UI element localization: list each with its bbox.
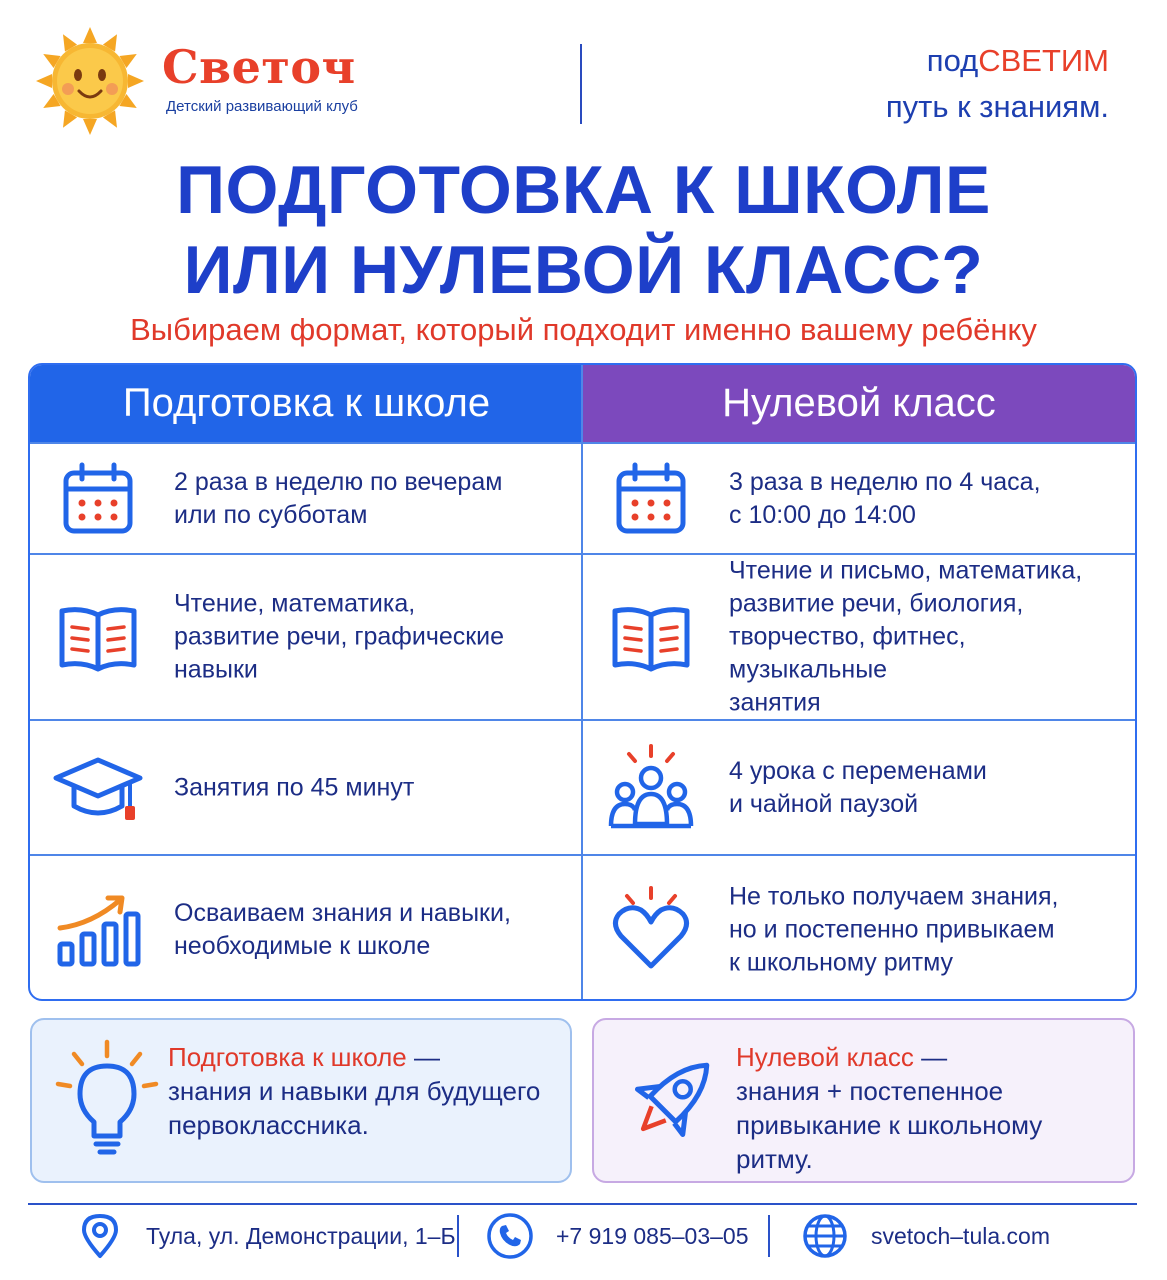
- brand-tagline: Детский развивающий клуб: [166, 98, 358, 115]
- calendar-icon: [605, 453, 697, 545]
- footer-address: [76, 1205, 456, 1267]
- lightbulb-icon: [52, 1038, 162, 1168]
- title-line-2: ИЛИ НУЛЕВОЙ КЛАСС?: [183, 232, 984, 308]
- calendar-icon: [52, 453, 144, 545]
- cell-text: Занятия по 45 минут: [174, 773, 415, 801]
- table-cell-left: [30, 555, 581, 719]
- slogan-line2: путь к знаниям.: [885, 89, 1109, 124]
- slogan-prefix: под: [926, 43, 979, 78]
- summary-body: знания + постепенное привыкание к школьному ритму.: [736, 1076, 1043, 1174]
- table-cell-right: [583, 555, 1135, 719]
- cell-text: 2 раза в неделю по вечерам или по субботам: [174, 467, 503, 529]
- header-divider: [580, 44, 582, 124]
- comparison-table: [28, 363, 1137, 1001]
- slogan: [886, 38, 1109, 130]
- phone-icon: [486, 1212, 534, 1260]
- cell-text: 3 раза в неделю по 4 часа, с 10:00 до 14:00: [729, 467, 1041, 529]
- summary-text: [736, 1040, 1123, 1176]
- footer-website[interactable]: [801, 1205, 1050, 1267]
- summary-heading: Подготовка к школе: [168, 1042, 407, 1072]
- open-book-icon: [52, 591, 144, 683]
- title-line-1: ПОДГОТОВКА К ШКОЛЕ: [176, 152, 991, 228]
- cell-text: Осваиваем знания и навыки, необходимые к школе: [174, 898, 511, 960]
- summary-card-zero-class: [592, 1018, 1135, 1183]
- page-title: [0, 150, 1167, 310]
- footer: [0, 1205, 1167, 1280]
- table-cell-left: [30, 721, 581, 854]
- location-pin-icon: [76, 1212, 124, 1260]
- table-cell-right: [583, 856, 1135, 1001]
- globe-icon: [801, 1212, 849, 1260]
- cell-text: Не только получаем знания, но и постепенно привыкаем к школьному ритму: [729, 882, 1059, 976]
- address-text: Тула, ул. Демонстрации, 1–Б: [146, 1222, 456, 1249]
- website-link[interactable]: svetoch–tula.com: [871, 1222, 1050, 1249]
- growth-chart-icon: [52, 884, 144, 976]
- table-cell-right: [583, 721, 1135, 854]
- table-cell-right: [583, 444, 1135, 553]
- cell-text: Чтение и письмо, математика, развитие речи, биология, творчество, фитнес, музыкальные занятия: [729, 556, 1083, 717]
- header: [0, 0, 1167, 140]
- summary-body: знания и навыки для будущего первоклассника.: [168, 1076, 541, 1140]
- group-icon: [605, 742, 697, 834]
- summary-card-preparation: [30, 1018, 572, 1183]
- rocket-icon: [614, 1038, 724, 1168]
- summary-heading: Нулевой класс: [736, 1042, 914, 1072]
- graduation-cap-icon: [52, 742, 144, 834]
- page-subtitle: Выбираем формат, который подходит именно вашему ребёнку: [130, 312, 1037, 347]
- right-column-header: Нулевой класс: [583, 365, 1135, 442]
- open-book-icon: [605, 591, 697, 683]
- table-cell-left: [30, 856, 581, 1001]
- cell-text: Чтение, математика, развитие речи, графические навыки: [174, 589, 505, 684]
- phone-text[interactable]: +7 919 085–03–05: [556, 1222, 749, 1249]
- column-divider: [581, 365, 583, 1001]
- brand-name: Светоч: [162, 40, 356, 94]
- footer-phone[interactable]: [486, 1205, 749, 1267]
- footer-separator: [768, 1215, 770, 1257]
- left-column-header: Подготовка к школе: [30, 365, 583, 442]
- footer-separator: [457, 1215, 459, 1257]
- summary-text: [168, 1040, 556, 1142]
- heart-icon: [605, 884, 697, 976]
- summary-dash: —: [913, 1042, 948, 1072]
- cell-text: 4 урока с переменами и чайной паузой: [729, 756, 987, 818]
- summary-dash: —: [406, 1042, 440, 1072]
- table-cell-left: [30, 444, 581, 553]
- slogan-highlight: СВЕТИМ: [978, 43, 1109, 78]
- sun-logo-icon: [32, 26, 148, 136]
